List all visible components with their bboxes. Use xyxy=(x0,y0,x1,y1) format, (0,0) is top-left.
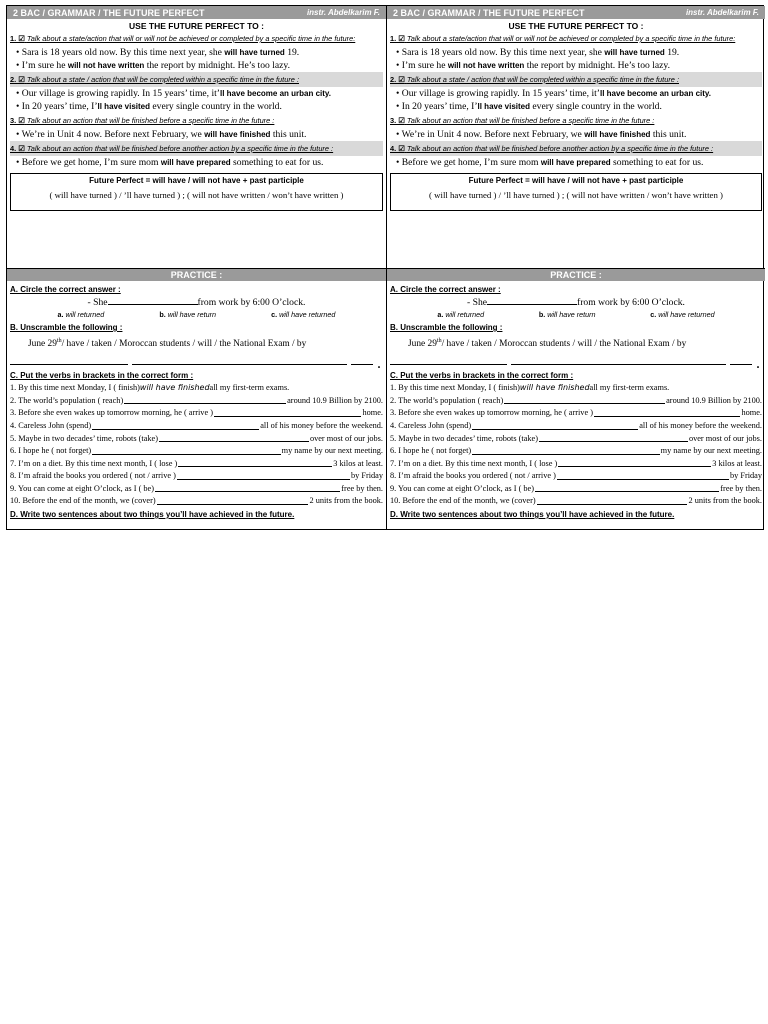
formula-line-2: ( will have turned ) / ’ll have turned ) ; ( will not have written / won’t have written ) xyxy=(49,190,344,200)
practice-section xyxy=(387,281,765,523)
answer-blank[interactable] xyxy=(487,296,577,305)
written-answer: will have finished xyxy=(139,383,210,393)
practice-bar: PRACTICE : xyxy=(7,269,386,281)
section-b-answer-lines[interactable]: . xyxy=(390,355,762,365)
answer-blank[interactable] xyxy=(472,420,638,430)
section-b-words: June 29th/ have / taken / Moroccan students / will / the National Exam / by xyxy=(28,338,307,350)
section-c-title: C. Put the verbs in brackets in the correct form : xyxy=(390,371,574,381)
formula-line-1: Future Perfect = will have / will not have + past participle xyxy=(89,176,304,185)
answer-blank[interactable] xyxy=(594,407,741,417)
exercise-item: 1. By this time next Monday, I ( finish) will have finished all my first-term exams. xyxy=(390,382,762,395)
exercise-item: 8. I’m afraid the books you ordered ( not / arrive ) by Friday xyxy=(390,471,762,481)
answer-blank[interactable] xyxy=(92,420,259,430)
example-sentence: • Sara is 18 years old now. By this time next year, she will have turned 19. xyxy=(396,47,680,58)
exercise-item: 9. You can come at eight O’clock, as I ( be) free by then. xyxy=(10,483,383,493)
header-bar xyxy=(7,6,386,19)
section-a-sentence: - She from work by 6:00 O’clock. xyxy=(87,297,306,308)
exercise-item: 7. I’m on a diet. By this time next month, I ( lose ) 3 kilos at least. xyxy=(10,458,383,468)
rule-2: 2. ☑ Talk about a state / action that will be completed within a specific time in the future : xyxy=(390,72,762,87)
example-sentence: • I’m sure he will not have written the report by midnight. He’s too lazy. xyxy=(396,60,670,71)
formula-box xyxy=(10,173,383,211)
exercise-item: 6. I hope he ( not forget) my name by our next meeting. xyxy=(390,446,762,456)
option-b[interactable]: b. will have return xyxy=(538,310,596,319)
example-sentence: • Our village is growing rapidly. In 15 years’ time, it’ll have become an urban city. xyxy=(396,88,711,99)
exercise-item: 3. Before she even wakes up tomorrow morning, he ( arrive ) home. xyxy=(390,408,762,418)
instructor-name: instr. Abdelkarim F. xyxy=(685,8,759,17)
option-c[interactable]: c. will have returned xyxy=(650,310,715,319)
formula-line-2: ( will have turned ) / ’ll have turned ) ; ( will not have written / won’t have written ) xyxy=(429,190,723,200)
example-sentence: • Sara is 18 years old now. By this time next year, she will have turned 19. xyxy=(16,47,300,58)
answer-blank[interactable] xyxy=(159,433,309,443)
section-a-options xyxy=(390,309,762,321)
section-c-items xyxy=(390,382,762,508)
answer-blank[interactable] xyxy=(537,495,688,505)
rule-3: 3. ☑ Talk about an action that will be finished before a specific time in the future : xyxy=(390,116,655,125)
exercise-item: 5. Maybe in two decades’ time, robots (take) over most of our jobs. xyxy=(10,433,383,443)
practice-section xyxy=(7,281,386,523)
answer-blank[interactable] xyxy=(155,483,340,493)
rule-1: 1. ☑ Talk about a state/action that will or will not be achieved or completed by a specific time in the future: xyxy=(10,34,356,43)
answer-blank[interactable] xyxy=(157,495,309,505)
option-a[interactable]: a. will returned xyxy=(437,310,485,319)
exercise-item: 2. The world’s population ( reach) around 10.9 Billion by 2100. xyxy=(390,395,762,405)
section-b-answer-lines[interactable]: . xyxy=(10,355,383,365)
answer-blank[interactable] xyxy=(214,407,362,417)
section-d-title: D. Write two sentences about two things you’ll have achieved in the future. xyxy=(390,510,675,520)
section-b-words: June 29th/ have / taken / Moroccan students / will / the National Exam / by xyxy=(408,338,687,350)
rule-2: 2. ☑ Talk about a state / action that will be completed within a specific time in the future : xyxy=(10,72,383,87)
rule-4: 4. ☑ Talk about an action that will be finished before another action by a specific time in the future : xyxy=(10,141,383,156)
exercise-item: 8. I’m afraid the books you ordered ( not / arrive ) by Friday xyxy=(10,471,383,481)
rules-list xyxy=(390,31,762,169)
answer-blank[interactable] xyxy=(472,445,659,455)
rules-section xyxy=(7,21,386,269)
section-a-sentence: - She from work by 6:00 O’clock. xyxy=(467,297,685,308)
worksheet-sheet xyxy=(6,5,764,530)
answer-blank[interactable] xyxy=(124,395,286,405)
section-b-title: B. Unscramble the following : xyxy=(390,323,503,332)
rules-section xyxy=(387,21,765,269)
answer-blank[interactable] xyxy=(539,433,688,443)
example-sentence: • We’re in Unit 4 now. Before next February, we will have finished this unit. xyxy=(396,129,687,140)
exercise-item: 3. Before she even wakes up tomorrow morning, he ( arrive ) home. xyxy=(10,408,383,418)
answer-blank[interactable] xyxy=(92,445,280,455)
exercise-item: 9. You can come at eight O’clock, as I ( be) free by then. xyxy=(390,483,762,493)
section-b-title: B. Unscramble the following : xyxy=(10,323,123,332)
example-sentence: • Before we get home, I’m sure mom will have prepared something to eat for us. xyxy=(396,157,704,168)
exercise-item: 4. Careless John (spend) all of his money before the weekend. xyxy=(390,420,762,430)
header-title: 2 BAC / GRAMMAR / THE FUTURE PERFECT xyxy=(393,7,585,18)
section-a-title: A. Circle the correct answer : xyxy=(390,285,501,294)
example-sentence: • We’re in Unit 4 now. Before next February, we will have finished this unit. xyxy=(16,129,307,140)
rule-4: 4. ☑ Talk about an action that will be finished before another action by a specific time in the future : xyxy=(390,141,762,156)
header-bar xyxy=(387,6,765,19)
exercise-item: 6. I hope he ( not forget) my name by our next meeting. xyxy=(10,446,383,456)
option-a[interactable]: a. will returned xyxy=(57,310,105,319)
section-d-title: D. Write two sentences about two things you’ll have achieved in the future. xyxy=(10,510,295,520)
answer-blank[interactable] xyxy=(557,470,729,480)
use-title: USE THE FUTURE PERFECT TO : xyxy=(129,21,264,31)
rules-list xyxy=(10,31,383,169)
answer-blank[interactable] xyxy=(177,470,350,480)
instructor-name: instr. Abdelkarim F. xyxy=(306,8,380,17)
written-answer: will have finished xyxy=(519,383,590,393)
rule-3: 3. ☑ Talk about an action that will be finished before a specific time in the future : xyxy=(10,116,275,125)
example-sentence: • Our village is growing rapidly. In 15 years’ time, it’ll have become an urban city. xyxy=(16,88,331,99)
exercise-item: 1. By this time next Monday, I ( finish) will have finished all my first-term exams. xyxy=(10,382,383,395)
exercise-item: 2. The world’s population ( reach) around 10.9 Billion by 2100. xyxy=(10,395,383,405)
section-c-items xyxy=(10,382,383,508)
practice-bar: PRACTICE : xyxy=(387,269,765,281)
section-a-title: A. Circle the correct answer : xyxy=(10,285,121,294)
use-title: USE THE FUTURE PERFECT TO : xyxy=(508,21,644,31)
exercise-item: 4. Careless John (spend) all of his money before the weekend. xyxy=(10,420,383,430)
exercise-item: 10. Before the end of the month, we (cover) 2 units from the book. xyxy=(390,496,762,506)
example-sentence: • Before we get home, I’m sure mom will have prepared something to eat for us. xyxy=(16,157,324,168)
example-sentence: • I’m sure he will not have written the report by midnight. He’s too lazy. xyxy=(16,60,290,71)
formula-box xyxy=(390,173,762,211)
answer-blank[interactable] xyxy=(535,483,719,493)
answer-blank[interactable] xyxy=(558,458,711,468)
exercise-item: 7. I’m on a diet. By this time next month, I ( lose ) 3 kilos at least. xyxy=(390,458,762,468)
option-c[interactable]: c. will have returned xyxy=(271,310,336,319)
example-sentence: • In 20 years’ time, I’ll have visited every single country in the world. xyxy=(396,101,662,112)
option-b[interactable]: b. will have return xyxy=(159,310,217,319)
answer-blank[interactable] xyxy=(504,395,665,405)
worksheet-copy-right xyxy=(386,6,765,529)
exercise-item: 5. Maybe in two decades’ time, robots (take) over most of our jobs. xyxy=(390,433,762,443)
section-a-options xyxy=(10,309,383,321)
rule-1: 1. ☑ Talk about a state/action that will or will not be achieved or completed by a specific time in the future: xyxy=(390,34,736,43)
section-c-title: C. Put the verbs in brackets in the correct form : xyxy=(10,371,194,381)
worksheet-copy-left xyxy=(7,6,386,529)
exercise-item: 10. Before the end of the month, we (cover) 2 units from the book. xyxy=(10,496,383,506)
example-sentence: • In 20 years’ time, I’ll have visited every single country in the world. xyxy=(16,101,282,112)
header-title: 2 BAC / GRAMMAR / THE FUTURE PERFECT xyxy=(13,7,205,18)
answer-blank[interactable] xyxy=(108,296,198,305)
formula-line-1: Future Perfect = will have / will not have + past participle xyxy=(468,176,684,185)
answer-blank[interactable] xyxy=(178,458,332,468)
